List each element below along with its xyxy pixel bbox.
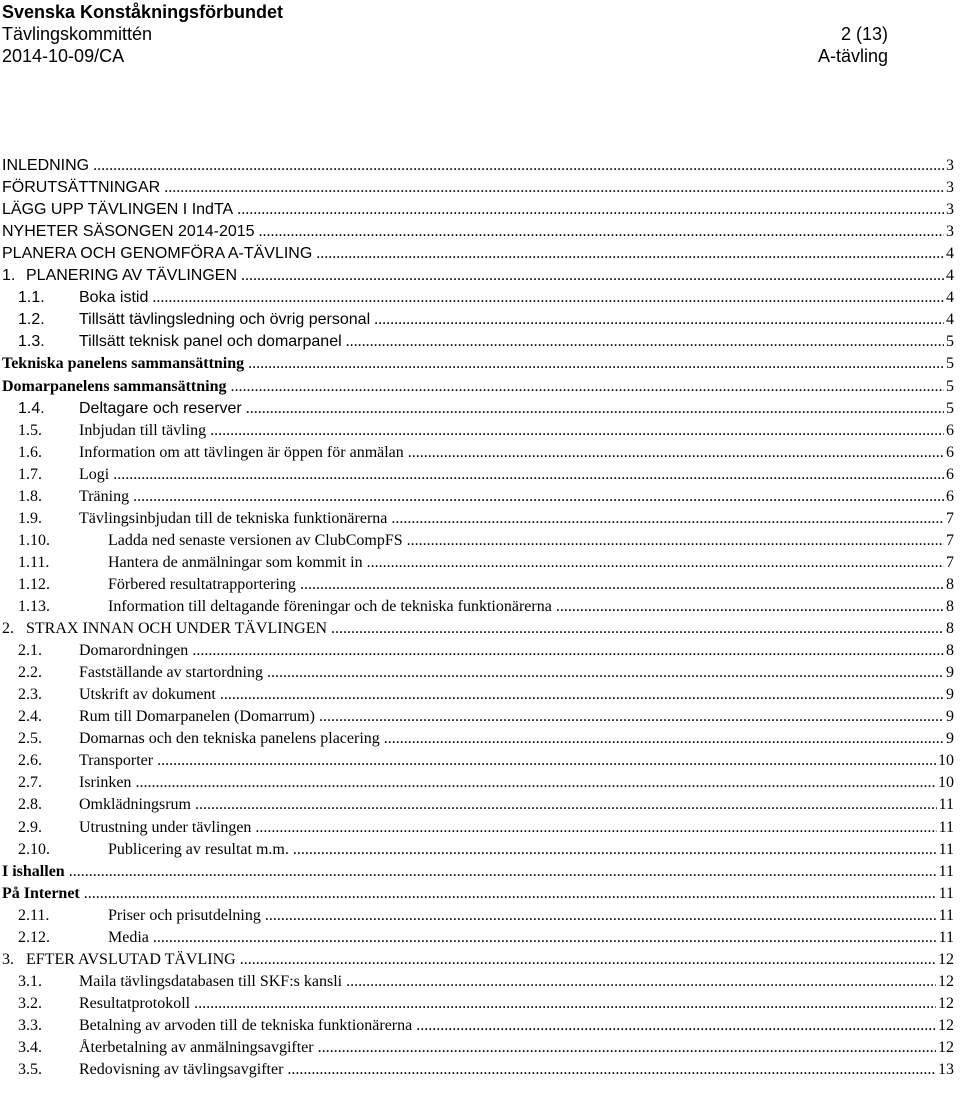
toc-entry-title: Domarnas och den tekniska panelens placering	[79, 730, 380, 748]
toc-entry-page: 9	[944, 728, 954, 750]
toc-entry[interactable]	[2, 971, 954, 993]
toc-entry-number: 1.11.	[18, 553, 50, 571]
toc-entry-text	[108, 927, 954, 949]
toc-entry[interactable]	[2, 839, 954, 861]
toc-entry-page: 11	[937, 861, 954, 883]
toc-entry-page: 8	[944, 596, 954, 618]
toc-entry-text	[79, 794, 954, 816]
toc-entry-page: 3	[944, 155, 954, 177]
toc-entry-text	[108, 596, 954, 618]
toc-entry-number: 2.5.	[18, 730, 42, 748]
toc-entry-number: 1.13.	[18, 598, 50, 615]
toc-entry-title: Tävlingsinbjudan till de tekniska funktionärerna	[79, 509, 388, 527]
toc-entry-title: NYHETER SÄSONGEN 2014-2015	[2, 223, 255, 241]
toc-entry-page: 11	[937, 883, 954, 905]
toc-entry-number: 2.3.	[18, 686, 42, 704]
toc-entry-title: EFTER AVSLUTAD TÄVLING	[26, 950, 236, 968]
toc-entry-title: Publicering av resultat m.m.	[108, 840, 289, 858]
toc-entry-title: LÄGG UPP TÄVLINGEN I IndTA	[2, 201, 234, 219]
toc-entry-page: 12	[936, 993, 954, 1015]
toc-entry-page: 9	[944, 662, 954, 684]
toc-entry-number: 3.4.	[18, 1039, 42, 1056]
toc-entry-text	[79, 420, 954, 442]
toc-entry-number: 1.5.	[18, 421, 42, 439]
toc-entry-text	[108, 530, 954, 552]
toc-entry-title: INLEDNING	[2, 157, 90, 174]
toc-entry-number: 2.11.	[18, 906, 50, 924]
toc-entry[interactable]	[2, 662, 954, 684]
toc-entry-title: Inbjudan till tävling	[79, 421, 207, 439]
toc-entry-title: FÖRUTSÄTTNINGAR	[2, 179, 161, 197]
toc-entry[interactable]	[2, 243, 954, 265]
toc-entry-title: Domarordningen	[79, 642, 189, 660]
toc-entry-number: 1.3.	[18, 333, 45, 351]
toc-entry-text	[108, 574, 954, 596]
toc-entry-page: 8	[944, 618, 954, 640]
toc-entry-text	[79, 1015, 954, 1037]
toc-entry-page: 4	[944, 287, 954, 309]
toc-entry-text	[108, 552, 954, 574]
toc-entry-title: I ishallen	[2, 862, 65, 880]
toc-entry[interactable]	[2, 861, 954, 883]
toc-entry-page: 6	[944, 420, 954, 442]
toc-entry-title: Betalning av arvoden till de tekniska funktionärerna	[79, 1016, 413, 1034]
toc-entry-title: Utskrift av dokument	[79, 686, 216, 704]
toc-entry[interactable]	[2, 883, 954, 905]
toc-entry-title: På Internet	[2, 884, 80, 902]
toc-entry-text	[79, 331, 954, 353]
toc-entry-text	[2, 353, 954, 375]
toc-entry-page: 7	[944, 552, 954, 574]
toc-entry[interactable]	[2, 155, 954, 177]
toc-entry-number: 2.8.	[18, 796, 42, 814]
toc-entry-text	[79, 1059, 954, 1081]
toc-entry-number: 2.6.	[18, 752, 42, 770]
committee-name: Tävlingskommittén	[2, 24, 153, 44]
toc-entry-page: 10	[936, 772, 954, 794]
toc-entry-text	[79, 706, 954, 728]
toc-entry-title: Ladda ned senaste versionen av ClubCompFS	[108, 531, 403, 549]
toc-entry-number: 2.4.	[18, 708, 42, 726]
toc-entry[interactable]	[2, 905, 954, 927]
toc-entry[interactable]	[2, 1059, 954, 1081]
toc-entry-title: Redovisning av tävlingsavgifter	[79, 1061, 284, 1079]
toc-entry[interactable]	[2, 750, 954, 772]
toc-entry[interactable]	[2, 993, 954, 1015]
toc-entry[interactable]	[2, 199, 954, 221]
toc-entry-title: Logi	[79, 465, 110, 483]
toc-entry-text	[2, 155, 954, 177]
toc-entry-number: 2.7.	[18, 774, 42, 792]
toc-entry-number: 1.1.	[18, 289, 45, 307]
toc-entry-title: Utrustning under tävlingen	[79, 818, 252, 836]
toc-entry-text	[79, 728, 954, 750]
toc-entry-page: 11	[937, 839, 954, 861]
toc-entry-title: Information till deltagande föreningar och de tekniska funktionärerna	[108, 598, 552, 615]
toc-entry-text	[79, 640, 954, 662]
toc-entry-page: 6	[944, 442, 954, 464]
toc-entry-page: 4	[944, 265, 954, 287]
toc-entry-number: 2.12.	[18, 928, 50, 946]
toc-entry[interactable]	[2, 376, 954, 398]
toc-entry-page: 3	[944, 221, 954, 243]
toc-entry[interactable]	[2, 794, 954, 816]
toc-entry-text	[2, 861, 954, 883]
toc-entry-text	[79, 993, 954, 1015]
toc-entry-text	[2, 243, 954, 265]
toc-entry-text	[79, 508, 954, 530]
toc-entry-title: Domarpanelens sammansättning	[2, 377, 227, 395]
toc-entry-number: 3.1.	[18, 972, 42, 990]
toc-entry-text	[79, 398, 954, 420]
toc-entry-page: 12	[936, 1015, 954, 1037]
toc-entry-title: PLANERA OCH GENOMFÖRA A-TÄVLING	[2, 245, 313, 263]
toc-entry-title: Tillsätt tävlingsledning och övrig personal	[79, 311, 371, 329]
toc-entry[interactable]	[2, 1037, 954, 1059]
toc-entry-title: Resultatprotokoll	[79, 994, 191, 1012]
toc-entry[interactable]	[2, 486, 954, 508]
toc-entry-text	[79, 750, 954, 772]
toc-entry[interactable]	[2, 574, 954, 596]
toc-entry-number: 1.6.	[18, 443, 42, 461]
toc-entry-page: 12	[936, 949, 954, 971]
toc-entry-page: 5	[944, 331, 954, 353]
toc-entry-title: Tillsätt teknisk panel och domarpanel	[79, 333, 342, 351]
toc-entry-title: Omklädningsrum	[79, 796, 191, 814]
toc-entry-text	[79, 684, 954, 706]
toc-entry-title: Transporter	[79, 752, 154, 770]
toc-entry-page: 3	[944, 199, 954, 221]
toc-entry-text	[79, 309, 954, 331]
toc-entry-page: 9	[944, 706, 954, 728]
toc-entry-page: 7	[944, 508, 954, 530]
toc-entry-text	[79, 464, 954, 486]
toc-entry-number: 1.8.	[18, 487, 42, 505]
toc-entry-number: 1.4.	[18, 399, 45, 417]
toc-entry[interactable]	[2, 949, 954, 971]
toc-entry-title: Återbetalning av anmälningsavgifter	[79, 1039, 314, 1056]
toc-entry-title: Information om att tävlingen är öppen för anmälan	[79, 443, 404, 461]
toc-entry[interactable]	[2, 508, 954, 530]
toc-entry[interactable]	[2, 353, 954, 375]
toc-entry-title: Priser och prisutdelning	[108, 906, 261, 924]
toc-entry-number: 1.10.	[18, 531, 50, 549]
toc-entry[interactable]	[2, 331, 954, 353]
toc-entry-text	[79, 772, 954, 794]
document-date: 2014-10-09/CA	[2, 46, 125, 66]
toc-entry[interactable]	[2, 530, 954, 552]
toc-entry-number: 1.	[2, 267, 16, 285]
toc-entry-text	[26, 949, 954, 971]
toc-entry-text	[79, 971, 954, 993]
toc-entry[interactable]	[2, 596, 954, 618]
toc-entry[interactable]	[2, 398, 954, 420]
toc-entry[interactable]	[2, 1015, 954, 1037]
header-line-1	[2, 1, 888, 23]
toc-entry-number: 1.9.	[18, 509, 42, 527]
toc-entry[interactable]	[2, 640, 954, 662]
toc-entry-page: 6	[944, 486, 954, 508]
toc-entry-title: Förbered resultatrapportering	[108, 575, 296, 593]
toc-entry-page: 11	[937, 905, 954, 927]
toc-entry-page: 5	[944, 376, 954, 398]
toc-entry-number: 3.3.	[18, 1016, 42, 1034]
organization-name: Svenska Konståkningsförbundet	[2, 2, 284, 22]
toc-entry[interactable]	[2, 728, 954, 750]
toc-entry-page: 11	[937, 794, 954, 816]
toc-entry-title: Träning	[79, 487, 130, 505]
toc-entry-title: PLANERING AV TÄVLINGEN	[26, 267, 238, 285]
toc-entry-title: Media	[108, 928, 149, 946]
toc-entry-number: 3.5.	[18, 1061, 42, 1079]
document-type: A-tävling	[817, 46, 888, 66]
toc-entry-number: 2.	[2, 620, 14, 638]
page-number: 2 (13)	[840, 24, 888, 44]
toc-entry[interactable]	[2, 265, 954, 287]
toc-entry[interactable]	[2, 684, 954, 706]
toc-entry-title: Tekniska panelens sammansättning	[2, 355, 245, 373]
toc-entry-text	[79, 662, 954, 684]
toc-entry-text	[108, 905, 954, 927]
toc-entry[interactable]	[2, 309, 954, 331]
toc-entry[interactable]	[2, 442, 954, 464]
toc-entry[interactable]	[2, 706, 954, 728]
toc-entry-text	[79, 817, 954, 839]
toc-entry-page: 5	[944, 398, 954, 420]
toc-entry-title: STRAX INNAN OCH UNDER TÄVLINGEN	[26, 620, 328, 638]
toc-entry-text	[2, 199, 954, 221]
toc-entry-number: 2.1.	[18, 642, 42, 660]
toc-entry-page: 9	[944, 684, 954, 706]
header-line-3	[2, 45, 888, 67]
toc-entry[interactable]	[2, 177, 954, 199]
toc-entry-page: 8	[944, 640, 954, 662]
toc-entry[interactable]	[2, 287, 954, 309]
toc-entry-text	[108, 839, 954, 861]
toc-entry-title: Hantera de anmälningar som kommit in	[108, 553, 363, 571]
toc-entry-page: 5	[944, 353, 954, 375]
toc-entry-text	[79, 442, 954, 464]
toc-entry-text	[79, 287, 954, 309]
toc-entry[interactable]	[2, 927, 954, 949]
toc-entry[interactable]	[2, 464, 954, 486]
toc-entry-text	[2, 221, 954, 243]
toc-entry-title: Isrinken	[79, 774, 132, 792]
header-line-2	[2, 23, 888, 45]
toc-entry-number: 1.12.	[18, 575, 50, 593]
toc-entry[interactable]	[2, 221, 954, 243]
toc-entry-page: 10	[936, 750, 954, 772]
toc-entry-title: Boka istid	[79, 289, 149, 307]
toc-entry-page: 6	[944, 464, 954, 486]
toc-entry-text	[79, 486, 954, 508]
toc-entry-page: 8	[944, 574, 954, 596]
toc-entry-page: 12	[936, 971, 954, 993]
toc-entry-text	[26, 618, 954, 640]
toc-entry-number: 2.10.	[18, 840, 50, 858]
toc-entry-number: 3.	[2, 950, 14, 968]
toc-entry-page: 7	[944, 530, 954, 552]
toc-entry-text	[79, 1037, 954, 1059]
toc-entry-number: 2.2.	[18, 664, 42, 682]
toc-entry-text	[2, 883, 954, 905]
toc-entry[interactable]	[2, 618, 954, 640]
toc-entry-page: 11	[937, 817, 954, 839]
toc-entry-title: Fastställande av startordning	[79, 664, 263, 682]
toc-entry-page: 4	[944, 309, 954, 331]
toc-entry-page: 4	[944, 243, 954, 265]
toc-entry-number: 3.2.	[18, 994, 42, 1012]
toc-entry-title: Deltagare och reserver	[79, 399, 242, 417]
toc-entry-page: 12	[936, 1037, 954, 1059]
toc-entry-page: 11	[937, 927, 954, 949]
toc-entry-text	[26, 265, 954, 287]
toc-entry-page: 3	[944, 177, 954, 199]
toc-entry-page: 13	[936, 1059, 954, 1081]
toc-entry[interactable]	[2, 420, 954, 442]
toc-entry[interactable]	[2, 817, 954, 839]
toc-entry-number: 1.7.	[18, 465, 42, 483]
toc-entry-title: Rum till Domarpanelen (Domarrum)	[79, 708, 315, 726]
toc-entry-title: Maila tävlingsdatabasen till SKF:s kansli	[79, 972, 343, 990]
toc-entry-text	[2, 376, 954, 398]
toc-entry-number: 2.9.	[18, 818, 42, 836]
toc-entry[interactable]	[2, 772, 954, 794]
toc-entry-text	[2, 177, 954, 199]
toc-entry-number: 1.2.	[18, 311, 45, 329]
toc-entry[interactable]	[2, 552, 954, 574]
